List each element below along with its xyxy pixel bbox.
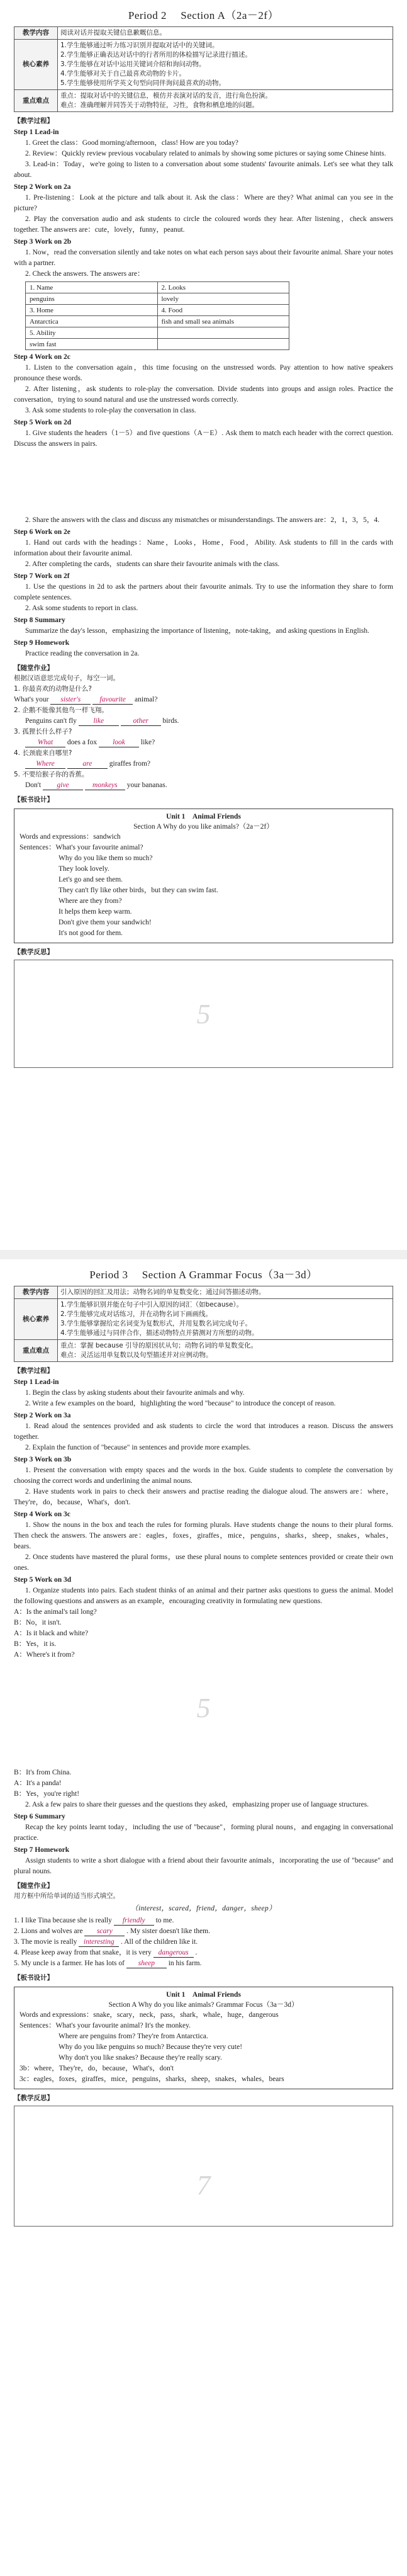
paragraph: 2. Explain the function of "because" in sentences and provide more examples. — [25, 1444, 251, 1451]
board-line: Words and expressions：snake，scary，neck，pass，shark，whale，huge，dangerous — [20, 2011, 279, 2019]
step-heading: Step 4 Work on 2c — [14, 353, 70, 361]
section-label: 【教学反思】 — [14, 948, 53, 956]
paragraph: 1. Organize students into pairs. Each student thinks of an animal and their partner asks questions to guess the animal. Model the following questions and answers as an example，encouraging creativity in formulating new questions. — [14, 1587, 393, 1605]
board-line: Let's go and see them. — [59, 876, 123, 883]
paragraph: 2. After completing the cards，students can share their favourite animals with the class. — [25, 560, 280, 568]
sentence-text: 2. Lions and wolves are — [14, 1927, 85, 1935]
board-line: Why do you like them so much? — [59, 854, 153, 862]
sentence-text: like? — [139, 739, 155, 746]
info-key: 教学内容 — [14, 1286, 58, 1299]
paragraph: 3. Lead-in：Today，we're going to listen to a conversation about some students' favourite animals. Let's see what they talk about. — [14, 161, 393, 179]
paragraph: 2. Ask a few pairs to share their guesses and the questions they asked，emphasizing proper use of language structures. — [25, 1801, 369, 1808]
page-gap — [0, 1250, 407, 1259]
step-heading: Step 1 Lead-in — [14, 128, 59, 136]
table-row — [14, 1340, 393, 1362]
answer-blank: other — [121, 717, 161, 726]
table-cell — [157, 339, 289, 350]
board-line: They can't fly like other birds，but they can swim fast. — [59, 887, 218, 894]
table-row — [14, 40, 393, 90]
table-cell — [157, 327, 289, 339]
paragraph: Recap the key points learnt today，including the use of "because"，forming plural nouns，and engaging in conversational practice. — [14, 1824, 393, 1842]
info-key: 核心素养 — [14, 1299, 58, 1340]
section-label: 【板书设计】 — [14, 796, 53, 803]
board-line: 3b：where，They're，do，because，What's，don't — [20, 2065, 174, 2072]
dialog-line: A：Is it black and white? — [14, 1630, 89, 1637]
board-line: Words and expressions：sandwich — [20, 833, 121, 841]
paragraph: 1. Now，read the conversation silently and take notes on what each person says about their favourite animal. Share your notes with a partner. — [14, 249, 393, 267]
info-value: 阅读对话并提取关键信息歉嘅信息。 — [58, 27, 393, 40]
exercise-sentence — [14, 695, 393, 705]
board-title: Unit 1 Animal Friends — [166, 1991, 241, 1999]
answer-blank: scary — [84, 1927, 125, 1936]
table-row — [26, 305, 289, 316]
step-heading: Step 8 Summary — [14, 616, 65, 624]
section-label: 【随堂作业】 — [14, 1882, 53, 1890]
spacer — [14, 450, 393, 515]
paragraph: 2. Have students work in pairs to check their answers and practise reading the dialogue aloud. The answers are：where，They're，do，because，What's，don't. — [14, 1488, 393, 1506]
info-line: 重点：提取对话中的关键信息，模仿并表演对话的发音，进行角色扮演。 — [60, 92, 272, 99]
step-heading: Step 2 Work on 2a — [14, 183, 71, 191]
paragraph: 2. Ask some students to report in class. — [25, 604, 138, 612]
dialog-line: B：Yes，it is. — [14, 1640, 57, 1648]
info-value — [58, 1340, 393, 1362]
table-row — [26, 339, 289, 350]
table-cell: Antarctica — [26, 316, 158, 327]
info-line: 重点：掌握 because 引导的原因状从句；动物名词的单复数变化。 — [60, 1342, 258, 1349]
section-label: 【教学过程】 — [14, 117, 53, 125]
reflection-area — [14, 2106, 393, 2227]
table-cell: lovely — [157, 293, 289, 305]
exercise-sentence — [14, 759, 393, 769]
info-value — [58, 90, 393, 112]
page-number: 5 — [196, 1693, 211, 1723]
info-line: 1.学生能够识别并能在句子中引入原因的词汇（如because）。 — [60, 1301, 243, 1308]
section-label: 【板书设计】 — [14, 1974, 53, 1982]
board-line: It's not good for them. — [59, 929, 123, 937]
info-line: 5.学生能够使用所学英文句型向同伴询问最喜欢的动物。 — [60, 79, 226, 87]
info-value — [58, 40, 393, 90]
answer-blank: sheep — [126, 1959, 167, 1968]
board-title: Unit 1 Animal Friends — [166, 813, 241, 820]
sentence-text: does a fox — [65, 739, 99, 746]
exercise-instruction: 根据汉语意思完成句子，每空一词。 — [14, 674, 120, 682]
info-key: 教学内容 — [14, 27, 58, 40]
exercise-sentence — [14, 716, 393, 727]
page-number: 5 — [196, 999, 211, 1030]
info-key: 重点难点 — [14, 90, 58, 112]
sentence-text: 1. I like Tina because she is really — [14, 1917, 114, 1924]
exercise-sentence — [14, 1948, 393, 1958]
info-line: 2.学生能够正确表达对话中的行者所用的体检描写记录进行描述。 — [60, 51, 252, 59]
page-title: Period 2 Section A（2a－2f） — [128, 9, 279, 21]
paragraph: 1. Greet the class：Good morning/afternoon，class! How are you today? — [25, 139, 238, 147]
table-cell: 2. Looks — [157, 282, 289, 293]
table-cell: 4. Food — [157, 305, 289, 316]
answer-blank: What — [25, 738, 65, 747]
sentence-text: 4. Please keep away from that snake，it is very — [14, 1949, 153, 1956]
dialog-line: A：It's a panda! — [14, 1779, 62, 1787]
exercise-prompt: 1. 你最喜欢的动物是什么? — [14, 685, 92, 693]
board-subtitle: Section A Why do you like animals? Grammar Focus（3a－3d） — [108, 2001, 299, 2009]
table-row — [14, 1286, 393, 1299]
board-line: Sentences：What's your favourite animal? It's the monkey. — [20, 2022, 191, 2029]
table-cell: fish and small sea animals — [157, 316, 289, 327]
info-line: 2.学生能够完成对话练习，并在动物名词下画画线。 — [60, 1310, 213, 1318]
table-row — [26, 282, 289, 293]
paragraph: 1. Give students the headers（1－5）and five questions（A－E）. Ask them to match each header with the correct question. Discuss the answers in pairs. — [14, 429, 393, 448]
answer-blank: like — [79, 717, 119, 726]
step-heading: Step 9 Homework — [14, 639, 70, 647]
sentence-text: giraffes from? — [107, 760, 150, 768]
sentence-text: to me. — [153, 1917, 174, 1924]
reflection-area — [14, 960, 393, 1068]
sentence-text: . All of the children like it. — [119, 1938, 198, 1946]
table-row — [26, 316, 289, 327]
answer-blank: look — [99, 738, 139, 747]
page-period-3 — [0, 1259, 407, 2576]
info-line: 3.学生能够在对话中运用关键词介绍和询问动物。 — [60, 60, 206, 68]
board-line: Why don't you like snakes? Because they're really scary. — [59, 2054, 222, 2062]
paragraph: 2. Play the conversation audio and ask students to circle the coloured words they hear. After listening，check answers together. The answers are：cute，lovely，funny，peanut. — [14, 215, 393, 234]
exercise-prompt: 3. 孤狸长什么样子? — [14, 728, 72, 735]
lesson-info-table — [14, 26, 393, 112]
exercise-sentence — [14, 1915, 393, 1926]
info-line: 4.学生能够对关于自己最喜欢动物的卡片。 — [60, 70, 186, 77]
info-line: 4.学生能够通过与同伴合作，描述动物特点并猜测对方所想的动物。 — [60, 1329, 259, 1337]
answer-blank: monkeys — [85, 781, 125, 790]
board-line: 3c：eagles，foxes，giraffes，mice，penguins，sharks，sheep，snakes，whales，bears — [20, 2075, 284, 2083]
exercise-prompt: 5. 不要给猴子你的香蕉。 — [14, 771, 89, 778]
info-key: 重点难点 — [14, 1340, 58, 1362]
step-heading: Step 1 Lead-in — [14, 1378, 59, 1386]
info-value — [58, 1299, 393, 1340]
answer-blank: friendly — [114, 1916, 154, 1926]
blackboard-design — [14, 1987, 393, 2089]
paragraph: 2. Write a few examples on the board，highlighting the word "because" to introduce the concept of reason. — [25, 1400, 336, 1407]
paragraph: 2. Share the answers with the class and discuss any mismatches or misunderstandings. The answers are：2，1，3，5，4. — [25, 516, 380, 524]
board-line: They look lovely. — [59, 865, 109, 873]
answer-blank: favourite — [92, 695, 133, 705]
table-row — [14, 90, 393, 112]
answer-blank: dangerous — [153, 1948, 194, 1958]
sentence-text: animal? — [133, 696, 158, 703]
exercise-sentence — [14, 1937, 393, 1948]
section-label: 【教学过程】 — [14, 1367, 53, 1375]
paragraph: Practice reading the conversation in 2a. — [25, 650, 140, 657]
sentence-text: What's your — [14, 696, 51, 703]
step-heading: Step 5 Work on 2d — [14, 419, 72, 426]
paragraph: Assign students to write a short dialogue with a friend about their favourite animals，incorporating the use of "because" and plural nouns. — [14, 1857, 393, 1875]
sentence-text: your bananas. — [125, 781, 167, 789]
paragraph: 1. Read aloud the sentences provided and ask students to circle the word that introduces a reason. Discuss the answers together. — [14, 1422, 393, 1441]
board-line: Where are they from? — [59, 897, 122, 905]
answer-blank: interesting — [79, 1938, 119, 1947]
exercise-sentence — [14, 780, 393, 791]
answer-table — [25, 281, 289, 350]
info-key: 核心素养 — [14, 40, 58, 90]
page-title: Period 3 Section A Grammar Focus（3a－3d） — [89, 1269, 318, 1281]
board-line: Don't give them your sandwich! — [59, 919, 152, 926]
step-heading: Step 7 Work on 2f — [14, 572, 70, 580]
answer-blank: give — [43, 781, 83, 790]
exercise-sentence — [14, 1926, 393, 1937]
board-line: Where are penguins from? They're from Antarctica. — [59, 2033, 208, 2040]
paragraph: 1. Begin the class by asking students about their favourite animals and why. — [25, 1389, 245, 1397]
paragraph: 1. Present the conversation with empty spaces and the words in the box. Guide students to complete the conversation by choosing the correct words and underlining the animal nouns. — [14, 1467, 393, 1485]
paragraph: 1. Hand out cards with the headings：Name，Looks，Home，Food，Ability. Ask students to fill in the cards with information about their favourite animal. — [14, 539, 393, 557]
paragraph: 2. After listening，ask students to role-play the conversation. Divide students into groups and assign roles. Practice the conversation，trying to sound natural and use the unstressed words correctly. — [14, 385, 393, 404]
dialog-line: B：No，it isn't. — [14, 1619, 62, 1626]
board-line: Sentences：What's your favourite animal? — [20, 844, 143, 851]
table-cell: 1. Name — [26, 282, 158, 293]
step-heading: Step 6 Work on 2e — [14, 528, 70, 536]
table-row — [14, 27, 393, 40]
page-break-area — [14, 1660, 393, 1767]
paragraph: Summarize the day's lesson，emphasizing the importance of listening，note-taking，and asking questions in English. — [25, 627, 369, 635]
answer-blank: Where — [25, 759, 65, 769]
sentence-text: 3. The movie is really — [14, 1938, 79, 1946]
dialog-line: B：Yes，you're right! — [14, 1790, 80, 1798]
table-cell: swim fast — [26, 339, 158, 350]
step-heading: Step 4 Work on 3c — [14, 1511, 70, 1518]
sentence-text: Don't — [25, 781, 43, 789]
paragraph: 1. Pre-listening：Look at the picture and talk about it. Ask the class：Where are they? What animal can you see in the picture? — [14, 194, 393, 212]
exercise-prompt: 4. 长颈鹿来自哪里? — [14, 749, 72, 757]
page-period-2 — [0, 0, 407, 1250]
exercise-sentence — [14, 737, 393, 748]
sentence-text: 5. My uncle is a farmer. He has lots of — [14, 1960, 126, 1967]
sentence-text: in his farm. — [166, 1960, 202, 1967]
info-line: 3.学生能够掌握给定名词变为复数形式，并用复数名词完成句子。 — [60, 1320, 252, 1327]
step-heading: Step 6 Summary — [14, 1813, 65, 1820]
paragraph: 2. Review：Quickly review previous vocabulary related to animals by showing some pictures or saying some Chinese hints. — [25, 150, 386, 157]
step-heading: Step 2 Work on 3a — [14, 1412, 71, 1419]
board-line: Why do you like penguins so much? Because they're very cute! — [59, 2043, 243, 2051]
exercise-prompt: 2. 企鹅不能像其他鸟一样飞翔。 — [14, 706, 108, 714]
step-heading: Step 5 Work on 3d — [14, 1576, 72, 1584]
blackboard-design — [14, 809, 393, 943]
paragraph: 1. Listen to the conversation again，this time focusing on the unstressed words. Pay attention to how native speakers pronounce these words. — [14, 364, 393, 382]
step-heading: Step 3 Work on 2b — [14, 238, 72, 246]
paragraph: 2. Check the answers. The answers are： — [25, 270, 145, 278]
info-line: 1.学生能够通过听力练习识别并提取对话中的关键词。 — [60, 42, 219, 49]
page-number: 7 — [196, 2170, 211, 2201]
table-cell: penguins — [26, 293, 158, 305]
table-cell: 3. Home — [26, 305, 158, 316]
table-row — [14, 1299, 393, 1340]
sentence-text: birds. — [160, 717, 179, 725]
paragraph: 2. Once students have mastered the plural forms，use these plural nouns to complete sentences provided or create their own ones. — [14, 1553, 393, 1572]
board-subtitle: Section A Why do you like animals?（2a－2f） — [133, 823, 274, 831]
sentence-text: . My sister doesn't like them. — [125, 1927, 211, 1935]
dialog-line: A：Where's it from? — [14, 1651, 75, 1659]
answer-blank: sister's — [50, 695, 91, 705]
step-heading: Step 3 Work on 3b — [14, 1456, 72, 1463]
info-value: 引入原因的回汇及用法；动物名词的单复数变化；通过问答描述动物。 — [58, 1286, 393, 1299]
section-label: 【随堂作业】 — [14, 664, 53, 672]
section-label: 【教学反思】 — [14, 2094, 53, 2102]
board-line: It helps them keep warm. — [59, 908, 132, 916]
sentence-text: Penguins can't fly — [25, 717, 79, 725]
step-heading: Step 7 Homework — [14, 1846, 70, 1854]
dialog-line: B：It's from China. — [14, 1769, 72, 1776]
paragraph: 1. Use the questions in 2d to ask the partners about their favourite animals. Try to use the information they share to form complete sentences. — [14, 583, 393, 601]
table-row — [26, 293, 289, 305]
info-line: 难点：灵活运用单复数以及句型描述并对应例动物。 — [60, 1351, 213, 1359]
paragraph: 3. Ask some students to role-play the conversation in class. — [25, 407, 196, 414]
info-line: 难点：准确理解并同答关于动物特征，习性，食物和栖息地的问题。 — [60, 101, 259, 109]
paragraph: 1. Show the nouns in the box and teach the rules for forming plurals. Have students change the nouns to their plural forms. Then check the answers. The answers are：eagles，foxes，giraffes，mice，penguins，sharks，sheep，snakes，whales，bears. — [14, 1521, 393, 1550]
exercise-sentence — [14, 1958, 393, 1969]
table-row — [26, 327, 289, 339]
exercise-instruction: 用方框中所给单词的适当形式填空。 — [14, 1892, 120, 1900]
table-cell: 5. Ability — [26, 327, 158, 339]
word-box: （interest，scared，friend，danger，sheep） — [131, 1905, 276, 1912]
answer-blank: are — [67, 759, 108, 769]
lesson-info-table — [14, 1286, 393, 1362]
sentence-text: . — [193, 1949, 198, 1956]
dialog-line: A：Is the animal's tail long? — [14, 1608, 97, 1616]
